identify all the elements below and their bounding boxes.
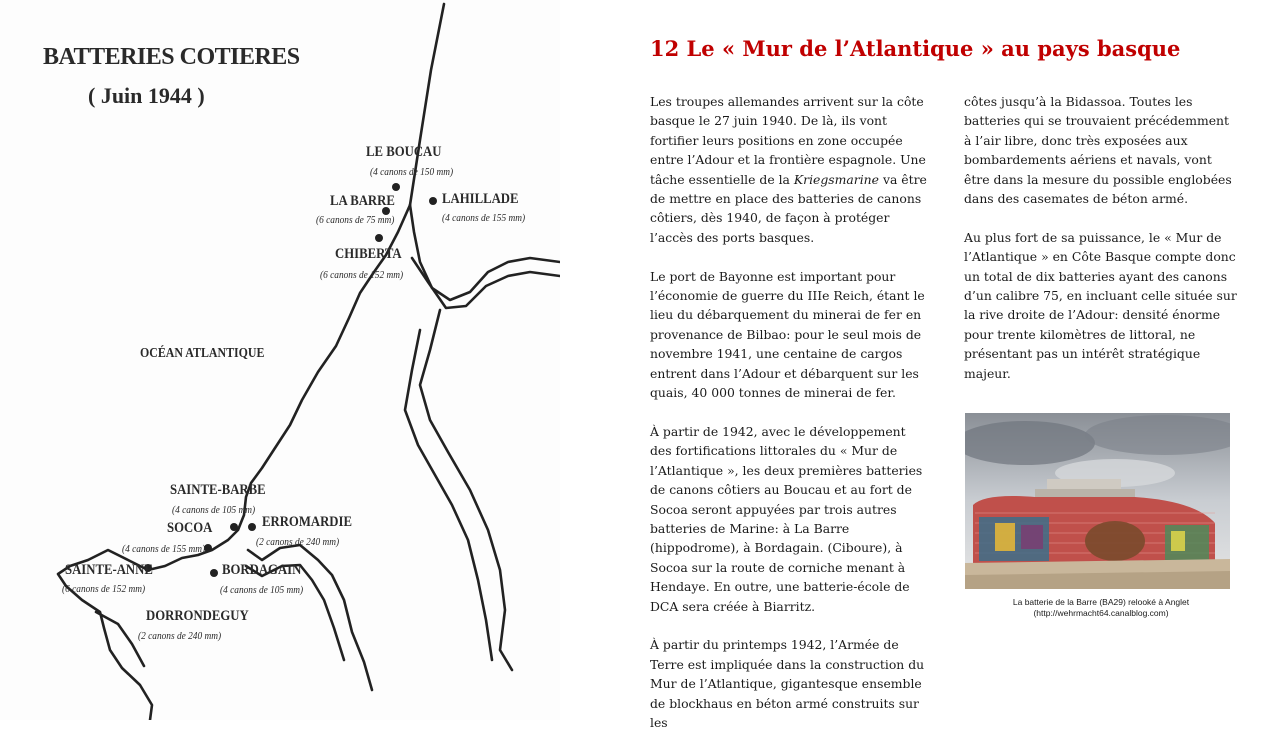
calibre-le-boucau: (4 canons de 150 mm) (370, 166, 454, 178)
calibre-chiberta: (6 canons de 152 mm) (320, 269, 404, 281)
photo-batterie-la-barre (965, 413, 1230, 589)
article-column-1 (650, 92, 930, 752)
place-bordagain: BORDAGAIN (222, 562, 302, 578)
place-dorrondeguy: DORRONDEGUY (146, 608, 249, 624)
paragraph-2: Le port de Bayonne est important pour l’économie de guerre du IIIe Reich, étant le lieu du débarquement du minerai de fer en provenance de Bilbao: pour le seul mois de novembre 1941, une centaine de cargos entrent dans l’Adour et débarquent sur les quais, 40 000 tonnes de minerai de fer. (650, 268, 925, 401)
marker-erromardie (248, 523, 256, 531)
calibre-sainte-barbe: (4 canons de 105 mm) (172, 504, 256, 516)
inland-river (420, 310, 512, 670)
caption-line-1: La batterie de la Barre (BA29) relooké à Anglet (1012, 597, 1190, 607)
place-chiberta: CHIBERTA (335, 246, 402, 262)
article-column-2 (964, 92, 1240, 402)
caption-line-2: (http://wehrmacht64.canalblog.com) (1033, 608, 1169, 618)
paragraph-5: côtes jusqu’à la Bidassoa. Toutes les batteries qui se trouvaient précédemment à l’air libre, donc très exposées aux bombardements aériens et navals, vont être dans la mesure du possible englobées dans des casemates de béton armé. (964, 94, 1232, 207)
photo-caption (990, 597, 1212, 619)
place-socoa: SOCOA (167, 520, 213, 536)
place-sainte-barbe: SAINTE-BARBE (170, 482, 266, 498)
coastline-drawing (0, 0, 560, 720)
calibre-dorrondeguy: (2 canons de 240 mm) (138, 630, 222, 642)
place-lahillade: LAHILLADE (442, 191, 519, 207)
marker-sainte-barbe (230, 523, 238, 531)
map-title: BATTERIES COTIERES (43, 44, 300, 70)
calibre-lahillade: (4 canons de 155 mm) (442, 212, 526, 224)
calibre-erromardie: (2 canons de 240 mm) (256, 536, 340, 548)
marker-chiberta (375, 234, 383, 242)
ocean-label: OCÉAN ATLANTIQUE (140, 346, 265, 361)
paragraph-3: À partir de 1942, avec le développement des fortifications littorales du « Mur de l’Atlantique », les deux premières batteries de canons côtiers au Boucau et au fort de Socoa seront appuyées par trois autres batteries de Marine: à La Barre (hippodrome), à Bordagain. (Ciboure), à Socoa sur la route de corniche menant à Hendaye. En outre, une batterie-école de DCA sera créée à Biarritz. (650, 423, 923, 614)
paragraph-6: Au plus fort de sa puissance, le « Mur de l’Atlantique » en Côte Basque compte donc un total de dix batteries ayant des canons d’un calibre 75, en incluant celle située sur la rive droite de l’Adour: densité énorme pour trente kilomètres de littoral, ne présentant pas un intérêt stratégique majeur. (964, 229, 1237, 381)
paragraph-4: À partir du printemps 1942, l’Armée de Terre est impliquée dans la construction du Mur de l’Atlantique, gigantesque ensemble de blockhaus en béton armé construits sur les (650, 637, 925, 730)
marker-bordagain (210, 569, 218, 577)
place-le-boucau: LE BOUCAU (366, 144, 442, 160)
marker-lahillade (429, 197, 437, 205)
calibre-socoa: (4 canons de 155 mm) (122, 543, 206, 555)
coastal-batteries-map (0, 0, 560, 720)
place-sainte-anne: SAINTE-ANNE (65, 562, 153, 578)
paragraph-1: Les troupes allemandes arrivent sur la côte basque le 27 juin 1940. De là, ils vont fortifier leurs positions en zone occupée entre l’Adour et la frontière espagnole. Une tâche essentielle de la Kriegsmarine va être de mettre en place des batteries de canons côtiers, dès 1940, de façon à protéger l’accès des ports basques. (650, 94, 927, 245)
place-erromardie: ERROMARDIE (262, 514, 352, 530)
calibre-bordagain: (4 canons de 105 mm) (220, 584, 304, 596)
calibre-la-barre: (6 canons de 75 mm) (316, 214, 395, 226)
place-la-barre: LA BARRE (330, 193, 395, 209)
marker-le-boucau (392, 183, 400, 191)
calibre-sainte-anne: (6 canons de 152 mm) (62, 583, 146, 595)
article-heading: 12 Le « Mur de l’Atlantique » au pays basque (650, 36, 1181, 61)
map-subtitle: ( Juin 1944 ) (88, 83, 205, 108)
